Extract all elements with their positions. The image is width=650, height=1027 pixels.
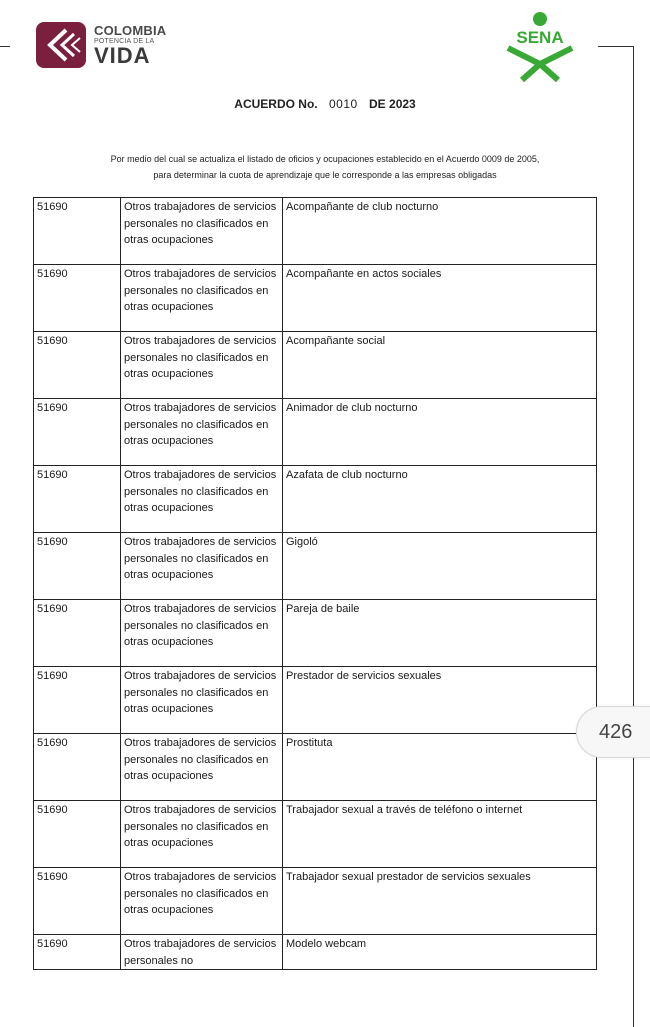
cell-code: 51690 [34, 533, 121, 600]
logo-line2: POTENCIA DE LA [94, 37, 155, 45]
cell-occupation: Gigoló [283, 533, 597, 600]
page-number-badge: 426 [576, 706, 650, 758]
cell-code: 51690 [34, 399, 121, 466]
cell-code: 51690 [34, 265, 121, 332]
cell-code: 51690 [34, 198, 121, 265]
subtitle-line2: para determinar la cuota de aprendizaje que le corresponde a las empresas obligadas [153, 170, 497, 180]
cell-occupation: Modelo webcam [283, 935, 597, 970]
cell-category: Otros trabajadores de servicios personales no clasificados en otras ocupaciones [121, 332, 283, 399]
page-edge-line [633, 46, 634, 1027]
cell-code: 51690 [34, 801, 121, 868]
cell-occupation: Animador de club nocturno [283, 399, 597, 466]
cell-category: Otros trabajadores de servicios personales no [121, 935, 283, 970]
table-row [34, 667, 597, 734]
table-row [34, 198, 597, 265]
cell-code: 51690 [34, 868, 121, 935]
table-row [34, 533, 597, 600]
cell-occupation: Acompañante de club nocturno [283, 198, 597, 265]
cell-category: Otros trabajadores de servicios personales no clasificados en otras ocupaciones [121, 533, 283, 600]
cell-category: Otros trabajadores de servicios personales no clasificados en otras ocupaciones [121, 734, 283, 801]
cell-code: 51690 [34, 734, 121, 801]
cell-occupation: Azafata de club nocturno [283, 466, 597, 533]
page-edge-line [0, 46, 10, 47]
table-row [34, 600, 597, 667]
table-row [34, 868, 597, 935]
table-row [34, 265, 597, 332]
sena-logo [500, 10, 580, 82]
cell-occupation: Prostituta [283, 734, 597, 801]
cell-category: Otros trabajadores de servicios personales no clasificados en otras ocupaciones [121, 265, 283, 332]
cell-occupation: Pareja de baile [283, 600, 597, 667]
cell-category: Otros trabajadores de servicios personales no clasificados en otras ocupaciones [121, 868, 283, 935]
colombia-emblem-icon [36, 22, 86, 68]
table-row [34, 466, 597, 533]
sena-logo-text: SENA [516, 28, 564, 47]
document-title [0, 97, 650, 111]
subtitle-line1: Por medio del cual se actualiza el listado de oficios y ocupaciones establecido en el Acuerdo 0009 de 2005, [110, 154, 540, 164]
cell-category: Otros trabajadores de servicios personales no clasificados en otras ocupaciones [121, 466, 283, 533]
title-number: 0010 [328, 97, 358, 111]
cell-occupation: Trabajador sexual a través de teléfono o internet [283, 801, 597, 868]
table-row [34, 935, 597, 970]
cell-occupation: Trabajador sexual prestador de servicios sexuales [283, 868, 597, 935]
title-prefix: ACUERDO No. [234, 97, 318, 111]
cell-occupation: Acompañante social [283, 332, 597, 399]
cell-category: Otros trabajadores de servicios personales no clasificados en otras ocupaciones [121, 600, 283, 667]
page-edge-line [598, 46, 634, 47]
cell-occupation: Acompañante en actos sociales [283, 265, 597, 332]
cell-code: 51690 [34, 332, 121, 399]
table-row [34, 332, 597, 399]
cell-code: 51690 [34, 935, 121, 970]
logo-line3: VIDA [94, 42, 151, 68]
cell-category: Otros trabajadores de servicios personales no clasificados en otras ocupaciones [121, 399, 283, 466]
occupations-table [33, 197, 597, 970]
cell-category: Otros trabajadores de servicios personales no clasificados en otras ocupaciones [121, 667, 283, 734]
logo-line1: COLOMBIA [94, 22, 167, 38]
colombia-logo [36, 22, 166, 68]
table-row [34, 801, 597, 868]
table-row [34, 734, 597, 801]
cell-occupation: Prestador de servicios sexuales [283, 667, 597, 734]
cell-category: Otros trabajadores de servicios personales no clasificados en otras ocupaciones [121, 801, 283, 868]
document-subtitle [0, 151, 650, 183]
sena-emblem-icon [500, 10, 580, 82]
table-row [34, 399, 597, 466]
cell-category: Otros trabajadores de servicios personales no clasificados en otras ocupaciones [121, 198, 283, 265]
cell-code: 51690 [34, 667, 121, 734]
cell-code: 51690 [34, 600, 121, 667]
title-suffix: DE 2023 [369, 97, 416, 111]
cell-code: 51690 [34, 466, 121, 533]
